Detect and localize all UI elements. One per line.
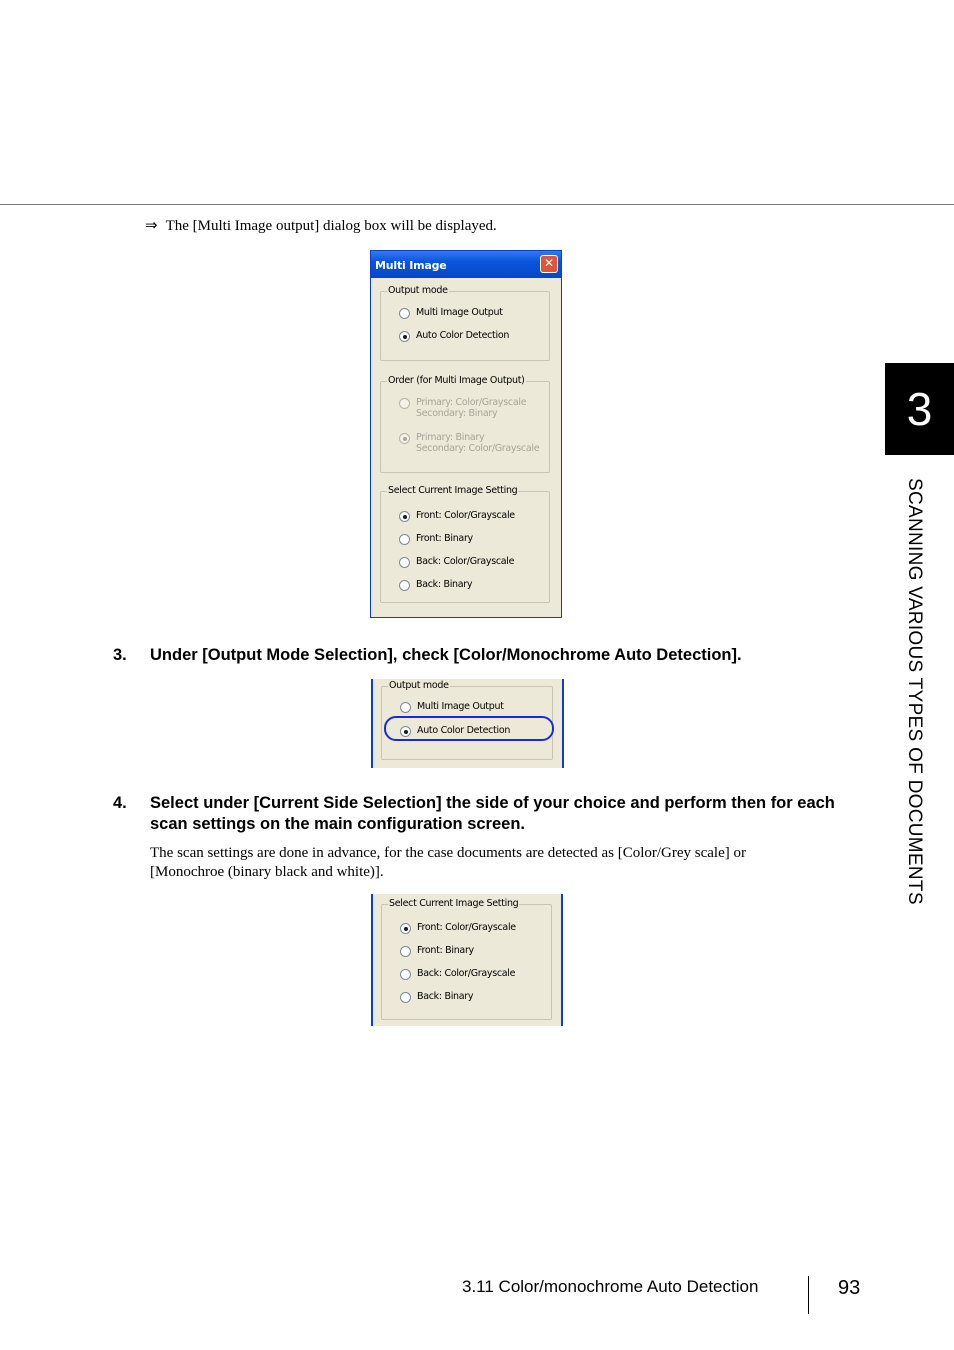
select-setting-legend: Select Current Image Setting [388, 485, 518, 496]
footer-section-title: 3.11 Color/monochrome Auto Detection [462, 1277, 759, 1296]
output-mode-legend: Output mode [389, 680, 449, 691]
radio-button[interactable] [400, 992, 411, 1003]
radio-label: Front: Binary [417, 945, 474, 956]
output-mode-group [380, 285, 550, 361]
radio-button-disabled [399, 398, 410, 409]
radio-label: Back: Binary [417, 991, 474, 1002]
radio-button-disabled-checked [399, 433, 410, 444]
radio-label: Multi Image Output [417, 701, 504, 712]
dialog-titlebar[interactable] [371, 251, 561, 278]
radio-button[interactable] [400, 702, 411, 713]
step-4-body: The scan settings are done in advance, for the case documents are detected as [Color/Grey scale] or [Monochroe (binary black and white)]. [150, 845, 746, 880]
radio-primary-binary [399, 432, 539, 454]
radio-multi-image-output[interactable] [399, 307, 503, 319]
radio-button-checked[interactable] [399, 511, 410, 522]
radio-label: Auto Color Detection [416, 330, 510, 341]
radio-label-line1: Primary: Color/Grayscale [416, 397, 527, 408]
result-line [145, 216, 497, 235]
radio-label-line2: Secondary: Binary [416, 408, 498, 419]
radio-front-color[interactable] [399, 510, 515, 522]
radio-label [416, 432, 539, 454]
radio-auto-color-detection[interactable] [399, 330, 509, 342]
header-rule [0, 204, 954, 205]
radio-button[interactable] [399, 557, 410, 568]
radio-multi-image-output[interactable] [400, 701, 504, 713]
page-number: 93 [838, 1277, 861, 1299]
radio-button-checked[interactable] [400, 923, 411, 934]
radio-label: Front: Color/Grayscale [417, 922, 516, 933]
select-setting-group [380, 485, 550, 603]
dialog-body [374, 278, 558, 614]
radio-label: Front: Binary [416, 533, 473, 544]
radio-label [416, 397, 526, 419]
step-number: 3. [113, 646, 127, 664]
radio-front-binary[interactable] [400, 945, 474, 957]
radio-label: Back: Color/Grayscale [416, 556, 515, 567]
order-group [380, 375, 550, 473]
radio-label: Back: Color/Grayscale [417, 968, 516, 979]
dialog-title: Multi Image [375, 259, 447, 272]
radio-button[interactable] [399, 308, 410, 319]
select-setting-group [381, 898, 552, 1020]
output-mode-crop [371, 679, 564, 768]
step-number: 4. [113, 794, 127, 812]
radio-front-binary[interactable] [399, 533, 473, 545]
radio-label: Multi Image Output [416, 307, 503, 318]
chapter-title: SCANNING VARIOUS TYPES OF DOCUMENTS [904, 478, 925, 905]
step-text: Under [Output Mode Selection], check [Color/Monochrome Auto Detection]. [150, 646, 742, 664]
radio-label-line1: Primary: Binary [416, 432, 485, 443]
highlight-oval [384, 716, 554, 741]
close-button[interactable]: ✕ [540, 255, 558, 273]
radio-label: Auto Color Detection [417, 725, 511, 736]
radio-back-color[interactable] [399, 556, 514, 568]
output-mode-legend: Output mode [388, 285, 448, 296]
radio-button[interactable] [399, 580, 410, 591]
radio-back-binary[interactable] [400, 991, 473, 1003]
step-3-heading [0, 645, 954, 667]
step-4-heading [0, 793, 954, 837]
radio-label-line2: Secondary: Color/Grayscale [416, 443, 540, 454]
radio-button-checked[interactable] [399, 331, 410, 342]
radio-primary-color [399, 397, 526, 419]
footer-rule [808, 1276, 809, 1314]
radio-back-color[interactable] [400, 968, 515, 980]
result-text: The [Multi Image output] dialog box will be displayed. [165, 218, 497, 234]
radio-front-color[interactable] [400, 922, 516, 934]
implies-arrow-icon: ⇒ [145, 218, 158, 234]
radio-button[interactable] [400, 969, 411, 980]
radio-label: Front: Color/Grayscale [416, 510, 515, 521]
select-setting-legend: Select Current Image Setting [389, 898, 519, 909]
select-setting-crop [371, 894, 563, 1026]
radio-label: Back: Binary [416, 579, 473, 590]
order-legend: Order (for Multi Image Output) [388, 375, 525, 386]
step-text: Select under [Current Side Selection] the side of your choice and perform then for each scan settings on the main configuration screen. [150, 794, 835, 833]
chapter-tab: 3 [885, 363, 954, 455]
radio-button[interactable] [399, 534, 410, 545]
multi-image-dialog [370, 250, 562, 618]
radio-back-binary[interactable] [399, 579, 472, 591]
radio-button[interactable] [400, 946, 411, 957]
